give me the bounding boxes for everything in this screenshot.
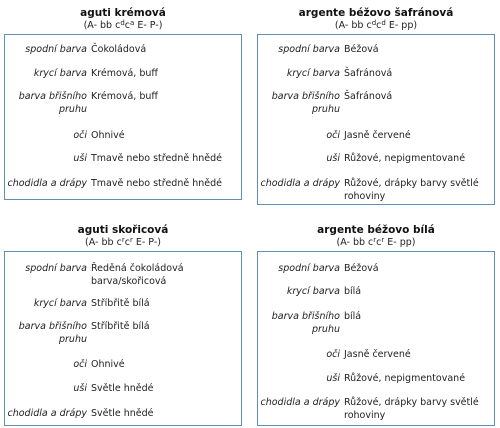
row-chodidla-a-drapy xyxy=(258,177,494,203)
row-value: Krémová, buff xyxy=(91,91,158,102)
panel-title: aguti skořicová xyxy=(77,224,169,236)
row-value: Čokoládová xyxy=(91,44,147,55)
row-oci xyxy=(5,129,241,142)
row-kryci-barva xyxy=(5,67,241,80)
row-value: Tmavě nebo středně hnědé xyxy=(91,153,222,164)
row-label: uši xyxy=(326,153,340,164)
row-label: spodní barva xyxy=(278,44,340,55)
row-value: Jasně červené xyxy=(344,349,411,360)
row-label: uši xyxy=(326,373,340,384)
row-label: barva břišního pruhu xyxy=(271,91,340,115)
row-barva-brisniho-pruhu xyxy=(258,90,494,116)
info-box xyxy=(4,34,242,200)
row-label: barva břišního pruhu xyxy=(271,311,340,335)
row-label: krycí barva xyxy=(286,286,340,297)
row-label: barva břišního pruhu xyxy=(18,91,87,115)
row-label: oči xyxy=(73,359,87,370)
row-value: bílá xyxy=(344,286,362,297)
row-value: Růžové, nepigmentované xyxy=(344,153,466,164)
info-box xyxy=(4,251,242,426)
row-kryci-barva xyxy=(258,67,494,80)
panel-aguti-skoricova xyxy=(4,224,242,426)
panel-title: argente béžovo bílá xyxy=(317,224,435,236)
panel-argente-bezovo-safranova xyxy=(257,7,495,205)
row-value: Stříbřitě bílá xyxy=(91,298,150,309)
info-box xyxy=(257,251,495,426)
genotype: (A- bb $c^dc^a$ E- P-) xyxy=(83,19,163,31)
row-label: chodidla a drápy xyxy=(260,178,340,189)
panel-argente-bezovo-bila xyxy=(257,224,495,426)
row-value: Béžová xyxy=(344,263,379,274)
row-label: oči xyxy=(326,130,340,141)
row-spodni-barva xyxy=(258,43,494,56)
row-label: spodní barva xyxy=(278,263,340,274)
row-value: Stříbřitě bílá xyxy=(91,321,150,332)
row-value: Ohnivé xyxy=(91,130,125,141)
genotype: (A- bb $c^dc^d$ E- pp) xyxy=(334,19,418,31)
row-label: chodidla a drápy xyxy=(260,397,340,408)
row-value: Tmavě nebo středně hnědé xyxy=(91,178,222,189)
genotype: (A- bb $c^rc^r$ E- pp) xyxy=(336,236,416,248)
row-oci xyxy=(258,348,494,361)
panel-title: argente béžovo šafránová xyxy=(298,7,454,19)
row-value: Jasně červené xyxy=(344,130,411,141)
row-kryci-barva xyxy=(5,297,241,310)
row-label: uši xyxy=(73,383,87,394)
genotype: (A- bb $c^rc^r$ E- P-) xyxy=(85,236,161,248)
row-label: oči xyxy=(73,130,87,141)
row-label: krycí barva xyxy=(33,68,87,79)
row-oci xyxy=(5,358,241,371)
row-label: chodidla a drápy xyxy=(7,408,87,419)
row-kryci-barva xyxy=(258,285,494,298)
row-usi xyxy=(258,152,494,165)
row-label: krycí barva xyxy=(33,298,87,309)
row-value: Růžové, drápky barvy světlé rohoviny xyxy=(344,178,479,202)
info-box xyxy=(257,34,495,205)
row-chodidla-a-drapy xyxy=(5,407,241,420)
panel-title: aguti krémová xyxy=(80,7,166,19)
row-spodni-barva xyxy=(258,262,494,275)
row-usi xyxy=(5,152,241,165)
row-value: Světle hnědé xyxy=(91,408,154,419)
row-value: Růžové, nepigmentované xyxy=(344,373,466,384)
row-label: barva břišního pruhu xyxy=(18,321,87,345)
row-label: chodidla a drápy xyxy=(7,178,87,189)
row-usi xyxy=(5,382,241,395)
row-barva-brisniho-pruhu xyxy=(5,90,241,116)
row-oci xyxy=(258,129,494,142)
row-barva-brisniho-pruhu xyxy=(5,320,241,346)
row-label: krycí barva xyxy=(286,68,340,79)
row-label: oči xyxy=(326,349,340,360)
row-value: Šafránová xyxy=(344,68,393,79)
row-value: Béžová xyxy=(344,44,379,55)
row-spodni-barva xyxy=(5,262,241,288)
row-value: Šafránová xyxy=(344,91,393,102)
row-spodni-barva xyxy=(5,43,241,56)
panel-aguti-kremova xyxy=(4,7,242,200)
row-chodidla-a-drapy xyxy=(258,396,494,422)
row-label: spodní barva xyxy=(25,263,87,274)
row-value: bílá xyxy=(344,311,362,322)
row-label: uši xyxy=(73,153,87,164)
row-value: Světle hnědé xyxy=(91,383,154,394)
row-value: Ředěná čokoládová barva/skořicová xyxy=(91,263,184,287)
row-value: Růžové, drápky barvy světlé rohoviny xyxy=(344,397,479,421)
row-barva-brisniho-pruhu xyxy=(258,310,494,336)
row-chodidla-a-drapy xyxy=(5,177,241,190)
row-label: spodní barva xyxy=(25,44,87,55)
row-value: Ohnivé xyxy=(91,359,125,370)
row-usi xyxy=(258,372,494,385)
row-value: Krémová, buff xyxy=(91,68,158,79)
